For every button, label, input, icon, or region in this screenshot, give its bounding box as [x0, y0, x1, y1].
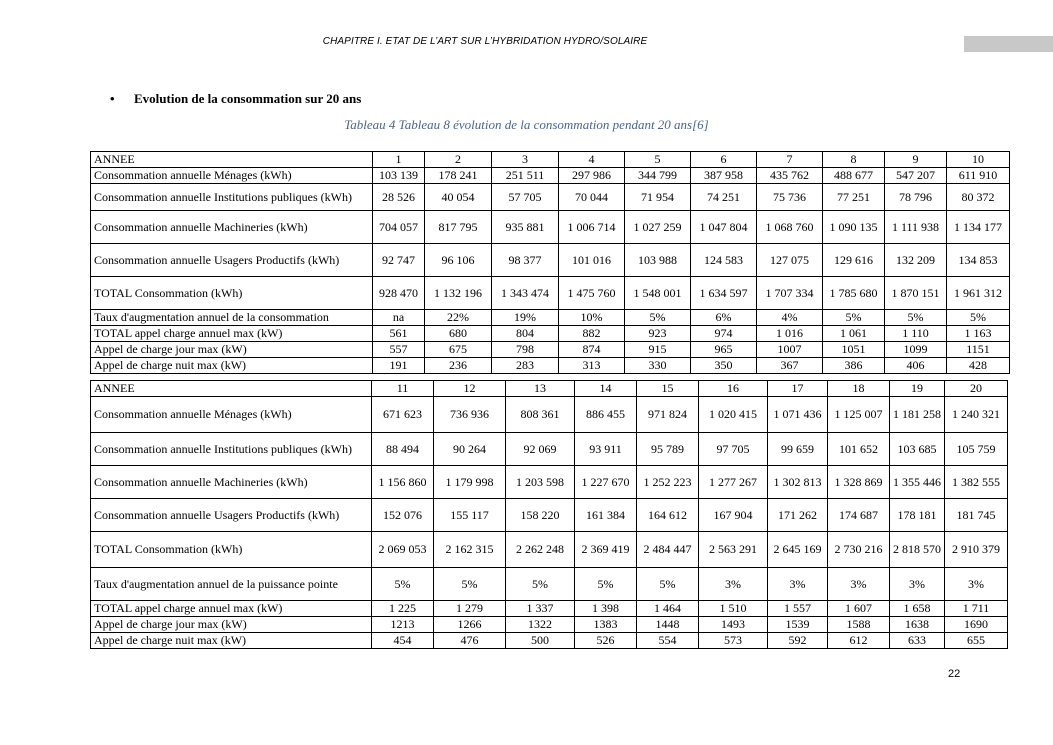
- table-cell: 1 027 259: [625, 211, 691, 244]
- table-cell: 386: [823, 358, 885, 374]
- row-label: ANNEE: [91, 152, 373, 168]
- table-cell: 974: [691, 326, 757, 342]
- table-cell: 526: [575, 633, 637, 649]
- table-cell: 1 006 714: [559, 211, 625, 244]
- table-cell: 736 936: [434, 397, 506, 433]
- table-cell: 1 707 334: [757, 277, 823, 310]
- table-caption: Tableau 4 Tableau 8 évolution de la consommation pendant 20 ans[6]: [344, 117, 709, 132]
- table-cell: 92 069: [506, 433, 575, 466]
- table-cell: 1 607: [828, 601, 890, 617]
- table-cell: 798: [492, 342, 559, 358]
- table-cell: 236: [425, 358, 492, 374]
- table-cell: 2 818 570: [890, 532, 945, 568]
- table-cell: 476: [434, 633, 506, 649]
- page-number: 22: [948, 668, 961, 680]
- row-label: TOTAL appel charge annuel max (kW): [91, 326, 373, 342]
- table-cell: 1690: [945, 617, 1008, 633]
- table-cell: 2 162 315: [434, 532, 506, 568]
- table-cell: 5%: [885, 310, 947, 326]
- table-cell: 297 986: [559, 168, 625, 184]
- table-cell: 1 634 597: [691, 277, 757, 310]
- table-cell: 8: [823, 152, 885, 168]
- table-cell: 5%: [625, 310, 691, 326]
- table-cell: 1 090 135: [823, 211, 885, 244]
- table-cell: 330: [625, 358, 691, 374]
- table-cell: 2: [425, 152, 492, 168]
- table-cell: 99 659: [768, 433, 828, 466]
- table-cell: 1 785 680: [823, 277, 885, 310]
- row-label: Consommation annuelle Machineries (kWh): [91, 466, 372, 499]
- table-cell: 1 179 998: [434, 466, 506, 499]
- table-cell: 1051: [823, 342, 885, 358]
- table-cell: 4%: [757, 310, 823, 326]
- table-cell: 547 207: [885, 168, 947, 184]
- table-cell: 1213: [372, 617, 434, 633]
- table-cell: 350: [691, 358, 757, 374]
- table-cell: 971 824: [637, 397, 699, 433]
- table-cell: 132 209: [885, 244, 947, 277]
- table-cell: 915: [625, 342, 691, 358]
- table-cell: 3%: [699, 568, 768, 601]
- table-cell: 3%: [828, 568, 890, 601]
- table-cell: 5%: [575, 568, 637, 601]
- table-cell: 1 302 813: [768, 466, 828, 499]
- table-cell: 1 548 001: [625, 277, 691, 310]
- table-cell: 1 961 312: [947, 277, 1010, 310]
- table-cell: 1 557: [768, 601, 828, 617]
- table-cell: 77 251: [823, 184, 885, 211]
- table-cell: 680: [425, 326, 492, 342]
- table-cell: 2 069 053: [372, 532, 434, 568]
- table-row: [91, 184, 1010, 211]
- table-cell: 1 047 804: [691, 211, 757, 244]
- table-cell: 1493: [699, 617, 768, 633]
- table-cell: 1 279: [434, 601, 506, 617]
- table-cell: 105 759: [945, 433, 1008, 466]
- table-row: [91, 601, 1008, 617]
- table-cell: 15: [637, 381, 699, 397]
- table-cell: 1266: [434, 617, 506, 633]
- table-cell: 4: [559, 152, 625, 168]
- row-label: Consommation annuelle Usagers Productifs (kWh): [91, 499, 372, 532]
- table-cell: 11: [372, 381, 434, 397]
- table-cell: 612: [828, 633, 890, 649]
- table-cell: 127 075: [757, 244, 823, 277]
- table-row: [91, 211, 1010, 244]
- table-cell: 367: [757, 358, 823, 374]
- row-label: Taux d'augmentation annuel de la consommation: [91, 310, 373, 326]
- table-cell: 101 652: [828, 433, 890, 466]
- table-cell: 17: [768, 381, 828, 397]
- table-cell: 344 799: [625, 168, 691, 184]
- table-row: [91, 342, 1010, 358]
- table-cell: 28 526: [373, 184, 425, 211]
- table-cell: 98 377: [492, 244, 559, 277]
- table-cell: 2 369 419: [575, 532, 637, 568]
- table-cell: 1 355 446: [890, 466, 945, 499]
- table-cell: 3%: [890, 568, 945, 601]
- table-cell: 1 061: [823, 326, 885, 342]
- table-cell: 1099: [885, 342, 947, 358]
- row-label: TOTAL Consommation (kWh): [91, 532, 372, 568]
- table-cell: 808 361: [506, 397, 575, 433]
- table-cell: 1 071 436: [768, 397, 828, 433]
- row-label: Consommation annuelle Machineries (kWh): [91, 211, 373, 244]
- table-cell: 1 110: [885, 326, 947, 342]
- table-cell: 103 685: [890, 433, 945, 466]
- table-row: [91, 168, 1010, 184]
- table-cell: 5%: [947, 310, 1010, 326]
- table-cell: 428: [947, 358, 1010, 374]
- table-cell: 10: [947, 152, 1010, 168]
- table-cell: 1 020 415: [699, 397, 768, 433]
- table-cell: 178 241: [425, 168, 492, 184]
- table-cell: 935 881: [492, 211, 559, 244]
- table-cell: 90 264: [434, 433, 506, 466]
- table-cell: 928 470: [373, 277, 425, 310]
- table-cell: 1 343 474: [492, 277, 559, 310]
- table-cell: 5%: [823, 310, 885, 326]
- table-cell: 1 134 177: [947, 211, 1010, 244]
- table-cell: 1448: [637, 617, 699, 633]
- table-cell: 101 016: [559, 244, 625, 277]
- table-cell: 1 163: [947, 326, 1010, 342]
- row-label: Consommation annuelle Ménages (kWh): [91, 168, 373, 184]
- table-row: [91, 244, 1010, 277]
- table-cell: 1 125 007: [828, 397, 890, 433]
- table-cell: 74 251: [691, 184, 757, 211]
- table-cell: 1588: [828, 617, 890, 633]
- chapter-header: CHAPITRE I. ETAT DE L’ART SUR L’HYBRIDATION HYDRO/SOLAIRE: [322, 36, 648, 47]
- section-heading: [110, 91, 361, 107]
- table-row: [91, 326, 1010, 342]
- table-cell: 1 068 760: [757, 211, 823, 244]
- table-cell: 171 262: [768, 499, 828, 532]
- table-cell: 6%: [691, 310, 757, 326]
- table-row: [91, 152, 1010, 168]
- table-cell: 103 988: [625, 244, 691, 277]
- table-cell: 1383: [575, 617, 637, 633]
- table-row: [91, 532, 1008, 568]
- table-cell: 2 484 447: [637, 532, 699, 568]
- table-row: [91, 499, 1008, 532]
- row-label: Consommation annuelle Institutions publiques (kWh): [91, 433, 372, 466]
- table-cell: 152 076: [372, 499, 434, 532]
- row-label: Consommation annuelle Institutions publiques (kWh): [91, 184, 373, 211]
- table-cell: 704 057: [373, 211, 425, 244]
- table-cell: 10%: [559, 310, 625, 326]
- table-cell: 387 958: [691, 168, 757, 184]
- table-cell: 1 156 860: [372, 466, 434, 499]
- table-row: [91, 633, 1008, 649]
- table-cell: 3%: [945, 568, 1008, 601]
- table-cell: 1: [373, 152, 425, 168]
- table-cell: 5: [625, 152, 691, 168]
- table-cell: 1 181 258: [890, 397, 945, 433]
- table-cell: 9: [885, 152, 947, 168]
- table-cell: 1539: [768, 617, 828, 633]
- table-cell: 14: [575, 381, 637, 397]
- table-cell: 93 911: [575, 433, 637, 466]
- row-label: TOTAL appel charge annuel max (kW): [91, 601, 372, 617]
- table-row: [91, 358, 1010, 374]
- table-cell: 12: [434, 381, 506, 397]
- row-label: Appel de charge jour max (kW): [91, 617, 372, 633]
- table-cell: 251 511: [492, 168, 559, 184]
- table-cell: 96 106: [425, 244, 492, 277]
- table-cell: 178 181: [890, 499, 945, 532]
- table-cell: 1 277 267: [699, 466, 768, 499]
- table-cell: 5%: [637, 568, 699, 601]
- row-label: Consommation annuelle Ménages (kWh): [91, 397, 372, 433]
- table-row: [91, 381, 1008, 397]
- table-cell: 2 262 248: [506, 532, 575, 568]
- table-cell: 817 795: [425, 211, 492, 244]
- table-cell: 3%: [768, 568, 828, 601]
- table-cell: 1 252 223: [637, 466, 699, 499]
- table-cell: 1 870 151: [885, 277, 947, 310]
- table-cell: 158 220: [506, 499, 575, 532]
- table-cell: 2 730 216: [828, 532, 890, 568]
- table-cell: 500: [506, 633, 575, 649]
- table-cell: 923: [625, 326, 691, 342]
- table-cell: 675: [425, 342, 492, 358]
- row-label: Appel de charge nuit max (kW): [91, 633, 372, 649]
- table-cell: 1 382 555: [945, 466, 1008, 499]
- table-cell: 70 044: [559, 184, 625, 211]
- table-cell: 19: [890, 381, 945, 397]
- table-cell: 97 705: [699, 433, 768, 466]
- table-cell: 406: [885, 358, 947, 374]
- table-cell: 1 111 938: [885, 211, 947, 244]
- table-cell: 965: [691, 342, 757, 358]
- table-cell: 3: [492, 152, 559, 168]
- table-row: [91, 617, 1008, 633]
- table-cell: 874: [559, 342, 625, 358]
- table-cell: 57 705: [492, 184, 559, 211]
- table-cell: 1 510: [699, 601, 768, 617]
- table-cell: 18: [828, 381, 890, 397]
- row-label: Appel de charge jour max (kW): [91, 342, 373, 358]
- table-cell: 174 687: [828, 499, 890, 532]
- table-cell: 633: [890, 633, 945, 649]
- table-cell: 20: [945, 381, 1008, 397]
- table-cell: 882: [559, 326, 625, 342]
- table-cell: 1 203 598: [506, 466, 575, 499]
- table-cell: 611 910: [947, 168, 1010, 184]
- table-cell: 1 475 760: [559, 277, 625, 310]
- table-cell: 561: [373, 326, 425, 342]
- table-cell: 7: [757, 152, 823, 168]
- table-cell: 88 494: [372, 433, 434, 466]
- table-cell: 5%: [506, 568, 575, 601]
- table-cell: 80 372: [947, 184, 1010, 211]
- table-cell: 92 747: [373, 244, 425, 277]
- row-label: Appel de charge nuit max (kW): [91, 358, 373, 374]
- table-cell: 1 016: [757, 326, 823, 342]
- table-cell: 488 677: [823, 168, 885, 184]
- table-cell: 161 384: [575, 499, 637, 532]
- table-cell: 6: [691, 152, 757, 168]
- table-cell: 164 612: [637, 499, 699, 532]
- table-cell: 557: [373, 342, 425, 358]
- consumption-table-years-1-10: [90, 151, 1010, 374]
- table-cell: 124 583: [691, 244, 757, 277]
- table-cell: 1 328 869: [828, 466, 890, 499]
- table-cell: 16: [699, 381, 768, 397]
- table-cell: 435 762: [757, 168, 823, 184]
- table-cell: 181 745: [945, 499, 1008, 532]
- table-cell: 1 464: [637, 601, 699, 617]
- table-cell: 886 455: [575, 397, 637, 433]
- table-cell: 1322: [506, 617, 575, 633]
- table-cell: 2 563 291: [699, 532, 768, 568]
- table-cell: 1 225: [372, 601, 434, 617]
- table-cell: 1638: [890, 617, 945, 633]
- table-cell: 95 789: [637, 433, 699, 466]
- table-cell: 313: [559, 358, 625, 374]
- table-cell: 71 954: [625, 184, 691, 211]
- table-cell: 167 904: [699, 499, 768, 532]
- table-cell: 1 398: [575, 601, 637, 617]
- table-cell: 1 711: [945, 601, 1008, 617]
- table-cell: 1 337: [506, 601, 575, 617]
- table-cell: 671 623: [372, 397, 434, 433]
- table-cell: 40 054: [425, 184, 492, 211]
- table-cell: 5%: [372, 568, 434, 601]
- table-cell: 1 658: [890, 601, 945, 617]
- table-cell: 1 240 321: [945, 397, 1008, 433]
- table-cell: 191: [373, 358, 425, 374]
- row-label: Consommation annuelle Usagers Productifs (kWh): [91, 244, 373, 277]
- table-cell: 19%: [492, 310, 559, 326]
- table-cell: 75 736: [757, 184, 823, 211]
- row-label: Taux d'augmentation annuel de la puissance pointe: [91, 568, 372, 601]
- table-cell: na: [373, 310, 425, 326]
- table-row: [91, 466, 1008, 499]
- table-cell: 103 139: [373, 168, 425, 184]
- consumption-table-years-11-20: [90, 380, 1008, 649]
- table-cell: 155 117: [434, 499, 506, 532]
- row-label: TOTAL Consommation (kWh): [91, 277, 373, 310]
- table-cell: 804: [492, 326, 559, 342]
- section-heading-text: Evolution de la consommation sur 20 ans: [134, 91, 362, 106]
- table-cell: 1007: [757, 342, 823, 358]
- table-cell: 2 910 379: [945, 532, 1008, 568]
- table-cell: 454: [372, 633, 434, 649]
- table-cell: 655: [945, 633, 1008, 649]
- row-label: ANNEE: [91, 381, 372, 397]
- table-cell: 1 227 670: [575, 466, 637, 499]
- table-cell: 22%: [425, 310, 492, 326]
- bullet-point: •: [110, 91, 115, 106]
- table-cell: 592: [768, 633, 828, 649]
- table-cell: 5%: [434, 568, 506, 601]
- table-cell: 573: [699, 633, 768, 649]
- header-bar: [964, 36, 1053, 52]
- table-row: [91, 277, 1010, 310]
- table-cell: 129 616: [823, 244, 885, 277]
- table-cell: 13: [506, 381, 575, 397]
- table-row: [91, 433, 1008, 466]
- table-cell: 283: [492, 358, 559, 374]
- table-row: [91, 397, 1008, 433]
- table-cell: 2 645 169: [768, 532, 828, 568]
- table-row: [91, 568, 1008, 601]
- table-cell: 1 132 196: [425, 277, 492, 310]
- table-cell: 554: [637, 633, 699, 649]
- table-cell: 1151: [947, 342, 1010, 358]
- table-row: [91, 310, 1010, 326]
- table-cell: 134 853: [947, 244, 1010, 277]
- table-cell: 78 796: [885, 184, 947, 211]
